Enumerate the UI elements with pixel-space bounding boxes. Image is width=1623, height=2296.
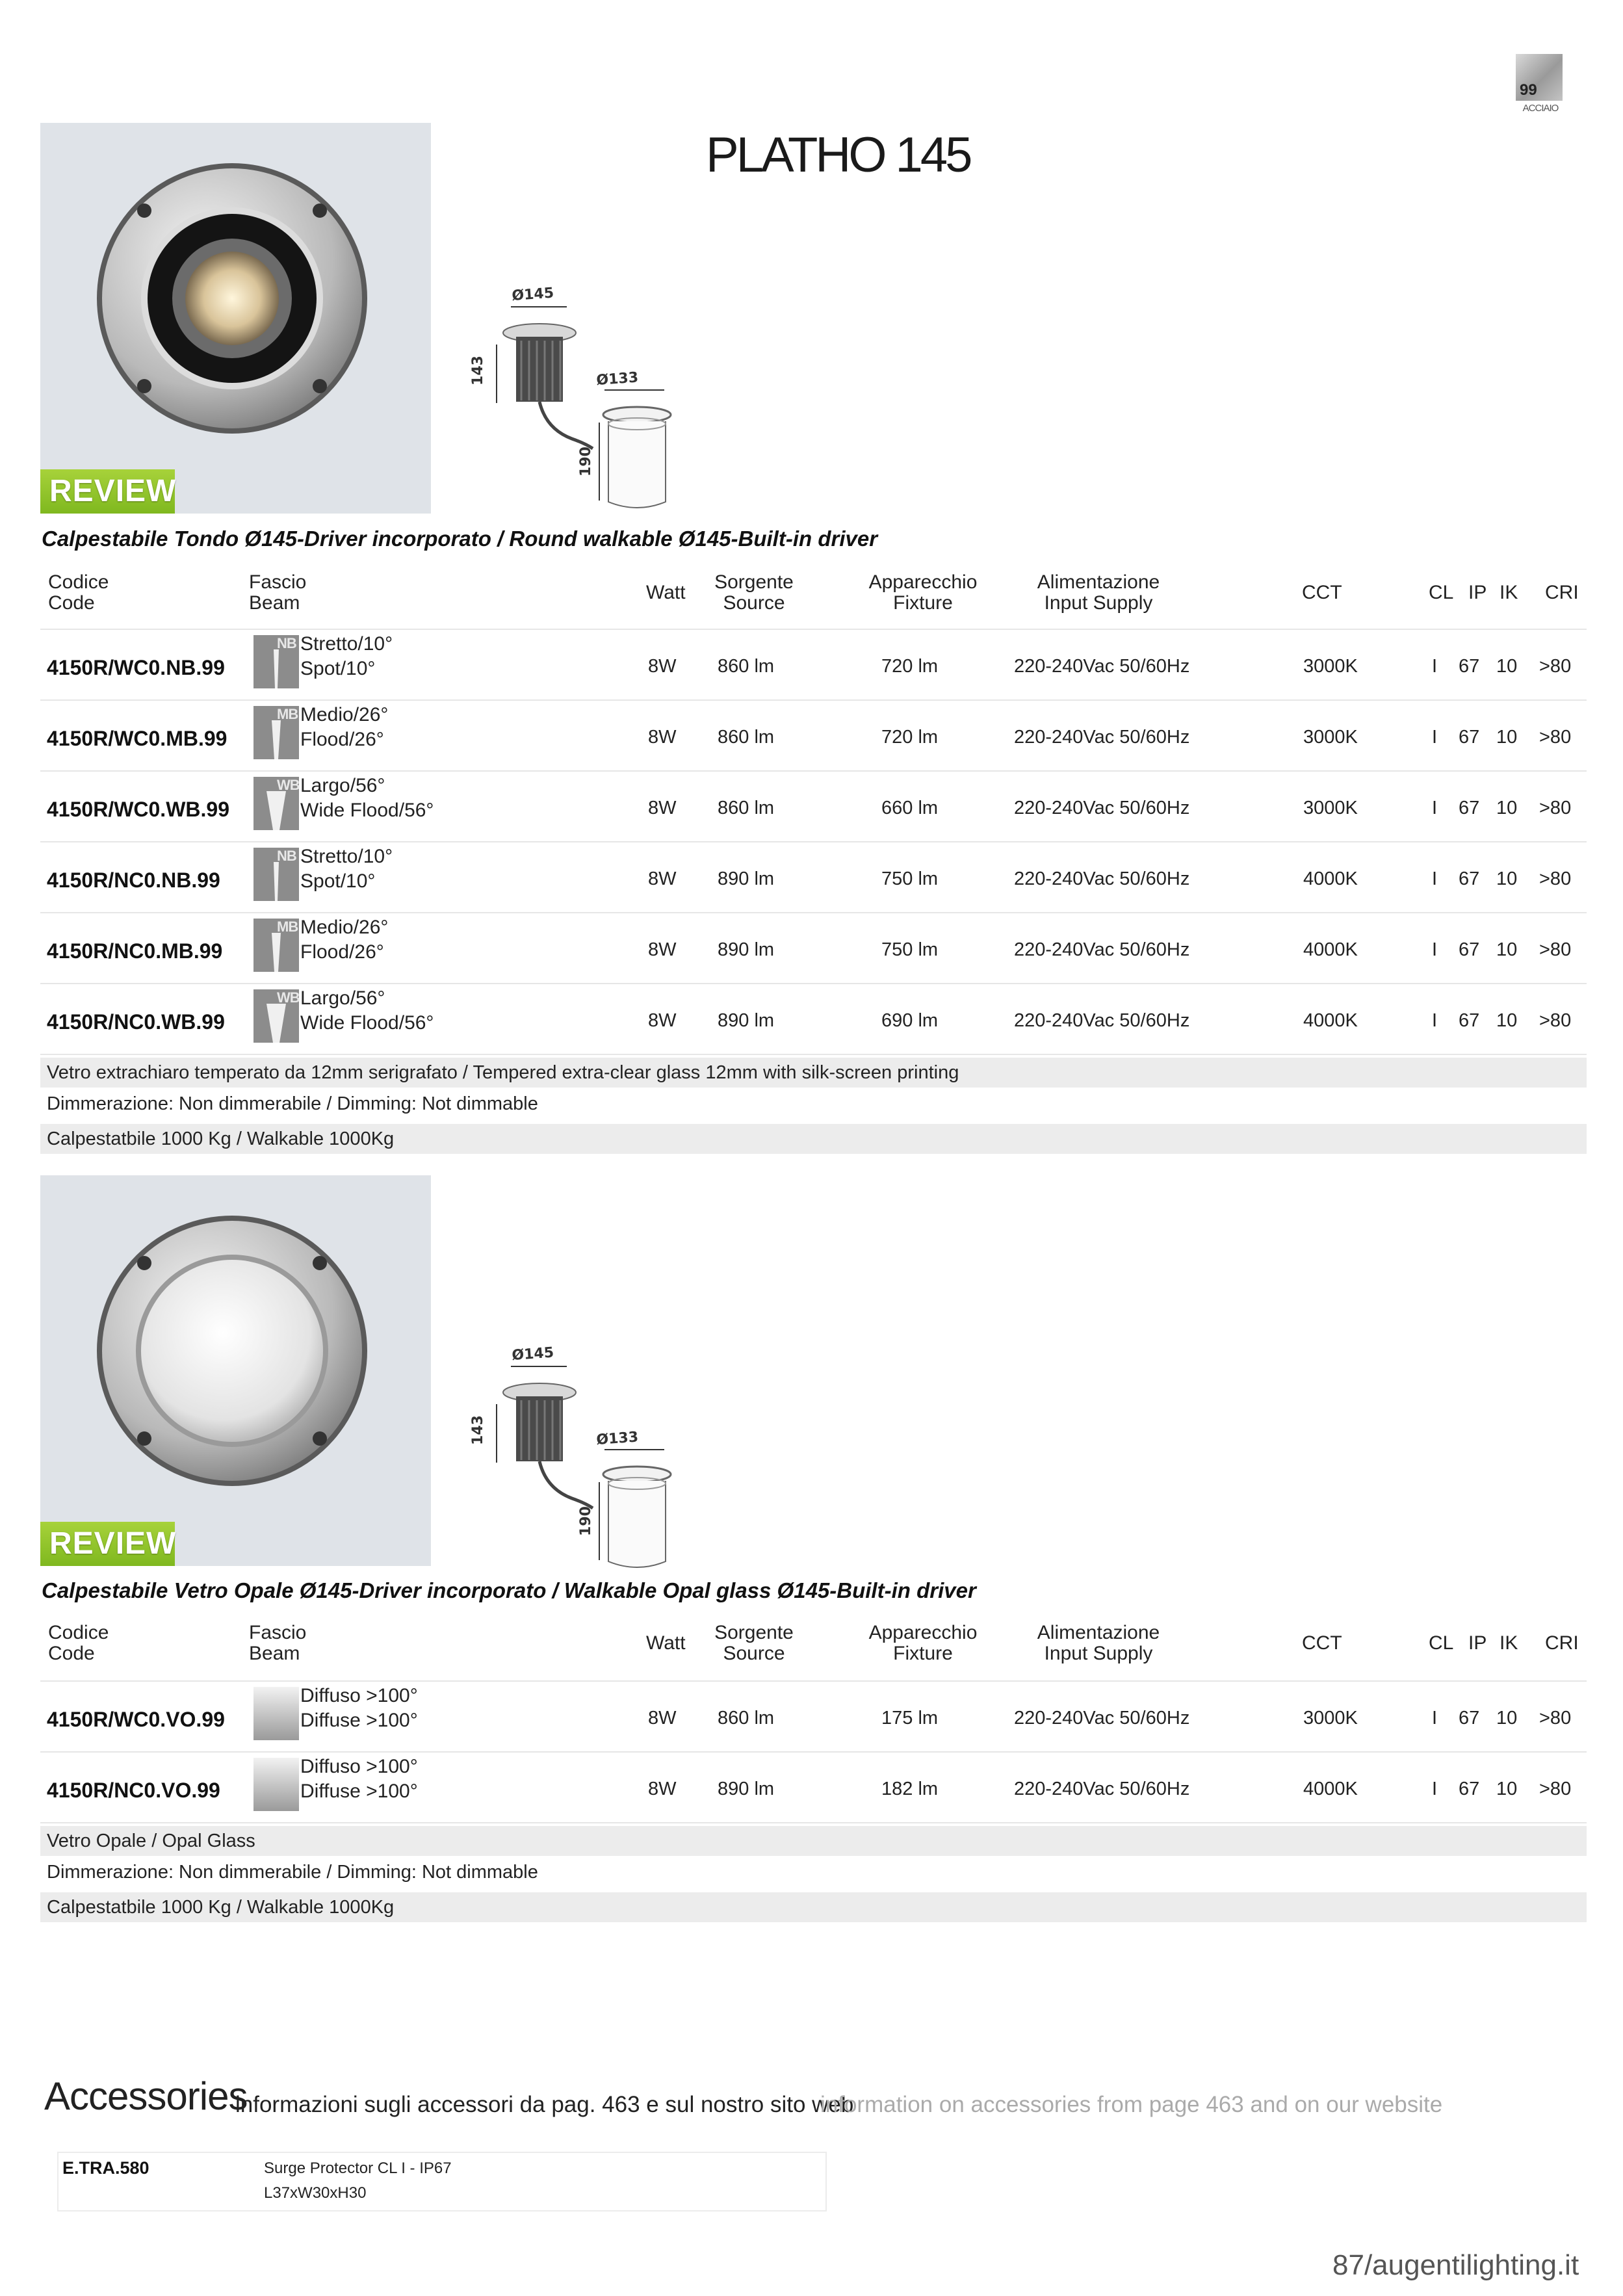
col-beam-header: Fascio Beam: [249, 1622, 307, 1664]
dim-head-diameter: Ø145: [511, 1344, 554, 1364]
col-cri-header: CRI: [1545, 1632, 1579, 1654]
col-ik-header: IK: [1500, 582, 1518, 603]
dim-box-height: 190: [578, 447, 594, 476]
input-value: 220-240Vac 50/60Hz: [1014, 727, 1190, 748]
narrow-beam-icon: NB: [253, 848, 299, 901]
accessories-info-it: informazioni sugli accessori da pag. 463 e sul nostro sito web: [235, 2092, 854, 2117]
input-value: 220-240Vac 50/60Hz: [1014, 656, 1190, 677]
cri-value: >80: [1539, 1708, 1572, 1729]
cri-value: >80: [1539, 656, 1572, 677]
diffuse-beam-icon: [253, 1758, 299, 1811]
cl-value: I: [1432, 798, 1438, 818]
beam-description: Medio/26° Flood/26°: [300, 917, 389, 963]
product-photo-opal: [40, 1175, 431, 1566]
cl-value: I: [1432, 1779, 1438, 1799]
input-value: 220-240Vac 50/60Hz: [1014, 939, 1190, 960]
product-code: 4150R/NC0.WB.99: [47, 1010, 225, 1034]
dim-box-diameter: Ø133: [595, 369, 639, 389]
cri-value: >80: [1539, 939, 1572, 960]
cct-value: 3000K: [1303, 656, 1358, 677]
finish-code: 99: [1520, 81, 1537, 99]
col-watt-header: Watt: [646, 1632, 686, 1654]
fixture-value: 175 lm: [881, 1708, 939, 1729]
spec-note: Vetro Opale / Opal Glass: [40, 1826, 1587, 1856]
table-row: [0, 629, 1623, 699]
watt-value: 8W: [648, 868, 677, 889]
accessories-info-en: information on accessories from page 463 and on our website: [820, 2092, 1443, 2117]
spec-note: Calpestatbile 1000 Kg / Walkable 1000Kg: [40, 1892, 1587, 1922]
accessory-code: E.TRA.580: [62, 2158, 149, 2178]
section-title: Calpestabile Vetro Opale Ø145-Driver incorporato / Walkable Opal glass Ø145-Built-in driver: [42, 1578, 976, 1602]
input-value: 220-240Vac 50/60Hz: [1014, 1779, 1190, 1799]
fixture-clear-illustration: [40, 123, 431, 514]
diffuse-beam-icon: [253, 1687, 299, 1740]
table-row: [0, 699, 1623, 770]
fixture-value: 182 lm: [881, 1779, 939, 1799]
source-value: 860 lm: [718, 727, 775, 748]
finish-label: ACCIAIO: [1522, 103, 1559, 114]
product-code: 4150R/WC0.WB.99: [47, 798, 229, 821]
source-value: 890 lm: [718, 939, 775, 960]
cct-value: 4000K: [1303, 1010, 1358, 1031]
col-code-header: Codice Code: [48, 1622, 109, 1664]
ip-value: 67: [1459, 798, 1480, 818]
ip-value: 67: [1459, 1010, 1480, 1031]
table-row: [0, 912, 1623, 983]
ip-value: 67: [1459, 1708, 1480, 1729]
fixture-value: 750 lm: [881, 939, 939, 960]
section-title: Calpestabile Tondo Ø145-Driver incorporato / Round walkable Ø145-Built-in driver: [42, 527, 878, 551]
wide-beam-icon: WB: [253, 989, 299, 1043]
row-divider: [40, 1822, 1587, 1823]
col-fixture-header: Apparecchio Fixture: [868, 571, 978, 614]
col-cri-header: CRI: [1545, 582, 1579, 603]
watt-value: 8W: [648, 798, 677, 818]
spec-note: Dimmerazione: Non dimmerabile / Dimming: Not dimmable: [47, 1862, 538, 1883]
cct-value: 3000K: [1303, 727, 1358, 748]
cl-value: I: [1432, 1708, 1438, 1729]
col-fixture-header: Apparecchio Fixture: [868, 1622, 978, 1664]
medium-beam-icon: MB: [253, 706, 299, 759]
table-row: [0, 841, 1623, 912]
dim-head-height: 143: [470, 356, 486, 385]
ik-value: 10: [1496, 1010, 1518, 1031]
beam-description: Largo/56° Wide Flood/56°: [300, 775, 434, 821]
product-code: 4150R/NC0.VO.99: [47, 1779, 220, 1802]
watt-value: 8W: [648, 1708, 677, 1729]
col-watt-header: Watt: [646, 582, 686, 603]
watt-value: 8W: [648, 727, 677, 748]
ik-value: 10: [1496, 939, 1518, 960]
cri-value: >80: [1539, 1779, 1572, 1799]
ik-value: 10: [1496, 656, 1518, 677]
fixture-value: 660 lm: [881, 798, 939, 818]
table-row: [0, 1751, 1623, 1822]
source-value: 890 lm: [718, 1010, 775, 1031]
col-source-header: Sorgente Source: [714, 1622, 794, 1664]
cct-value: 4000K: [1303, 868, 1358, 889]
ik-value: 10: [1496, 868, 1518, 889]
input-value: 220-240Vac 50/60Hz: [1014, 1708, 1190, 1729]
fixture-value: 720 lm: [881, 727, 939, 748]
fixture-value: 690 lm: [881, 1010, 939, 1031]
cri-value: >80: [1539, 868, 1572, 889]
review-badge: REVIEW: [40, 469, 175, 514]
accessories-title: Accessories: [44, 2074, 248, 2118]
ip-value: 67: [1459, 939, 1480, 960]
beam-description: Diffuso >100° Diffuse >100°: [300, 1756, 418, 1802]
spec-note: Dimmerazione: Non dimmerabile / Dimming: Not dimmable: [47, 1093, 538, 1114]
cl-value: I: [1432, 868, 1438, 889]
cl-value: I: [1432, 656, 1438, 677]
col-source-header: Sorgente Source: [714, 571, 794, 614]
dim-box-height: 190: [578, 1506, 594, 1536]
cct-value: 4000K: [1303, 939, 1358, 960]
ik-value: 10: [1496, 1708, 1518, 1729]
dim-head-diameter: Ø145: [511, 285, 554, 304]
cct-value: 4000K: [1303, 1779, 1358, 1799]
watt-value: 8W: [648, 1779, 677, 1799]
col-ip-header: IP: [1468, 582, 1487, 603]
source-value: 860 lm: [718, 656, 775, 677]
beam-description: Stretto/10° Spot/10°: [300, 846, 393, 892]
ip-value: 67: [1459, 868, 1480, 889]
ip-value: 67: [1459, 656, 1480, 677]
page-footer: 87/augentilighting.it: [1332, 2249, 1579, 2281]
spec-note: Calpestatbile 1000 Kg / Walkable 1000Kg: [40, 1124, 1587, 1154]
beam-description: Medio/26° Flood/26°: [300, 704, 389, 750]
product-photo-clear: [40, 123, 431, 514]
fixture-value: 720 lm: [881, 656, 939, 677]
fixture-value: 750 lm: [881, 868, 939, 889]
source-value: 890 lm: [718, 1779, 775, 1799]
col-cct-header: CCT: [1302, 1632, 1342, 1654]
cl-value: I: [1432, 939, 1438, 960]
cri-value: >80: [1539, 798, 1572, 818]
dim-box-diameter: Ø133: [595, 1429, 639, 1448]
cct-value: 3000K: [1303, 798, 1358, 818]
medium-beam-icon: MB: [253, 919, 299, 972]
table-row: [0, 983, 1623, 1054]
input-value: 220-240Vac 50/60Hz: [1014, 1010, 1190, 1031]
col-cct-header: CCT: [1302, 582, 1342, 603]
accessory-dimensions: L37xW30xH30: [264, 2184, 367, 2202]
row-divider: [40, 1054, 1587, 1055]
technical-drawing: [448, 273, 695, 533]
product-code: 4150R/WC0.VO.99: [47, 1708, 225, 1731]
dim-head-height: 143: [470, 1415, 486, 1445]
table-row: [0, 770, 1623, 841]
col-input-header: Alimentazione Input Supply: [1037, 571, 1160, 614]
ik-value: 10: [1496, 727, 1518, 748]
beam-description: Largo/56° Wide Flood/56°: [300, 987, 434, 1034]
col-ik-header: IK: [1500, 1632, 1518, 1654]
col-beam-header: Fascio Beam: [249, 571, 307, 614]
product-code: 4150R/WC0.MB.99: [47, 727, 227, 750]
cl-value: I: [1432, 727, 1438, 748]
technical-drawing: [448, 1333, 695, 1593]
product-code: 4150R/WC0.NB.99: [47, 656, 225, 679]
fixture-opal-illustration: [40, 1175, 431, 1566]
cl-value: I: [1432, 1010, 1438, 1031]
source-value: 890 lm: [718, 868, 775, 889]
col-input-header: Alimentazione Input Supply: [1037, 1622, 1160, 1664]
col-ip-header: IP: [1468, 1632, 1487, 1654]
ip-value: 67: [1459, 727, 1480, 748]
watt-value: 8W: [648, 1010, 677, 1031]
spec-note: Vetro extrachiaro temperato da 12mm serigrafato / Tempered extra-clear glass 12mm with silk-screen printing: [40, 1058, 1587, 1088]
review-badge: REVIEW: [40, 1522, 175, 1566]
col-cl-header: CL: [1429, 582, 1454, 603]
col-code-header: Codice Code: [48, 571, 109, 614]
source-value: 860 lm: [718, 1708, 775, 1729]
col-cl-header: CL: [1429, 1632, 1454, 1654]
finish-swatch: [1516, 54, 1563, 101]
beam-description: Stretto/10° Spot/10°: [300, 633, 393, 679]
narrow-beam-icon: NB: [253, 635, 299, 688]
beam-description: Diffuso >100° Diffuse >100°: [300, 1685, 418, 1731]
product-code: 4150R/NC0.MB.99: [47, 939, 223, 963]
watt-value: 8W: [648, 939, 677, 960]
ip-value: 67: [1459, 1779, 1480, 1799]
ik-value: 10: [1496, 1779, 1518, 1799]
cri-value: >80: [1539, 1010, 1572, 1031]
cri-value: >80: [1539, 727, 1572, 748]
cct-value: 3000K: [1303, 1708, 1358, 1729]
ik-value: 10: [1496, 798, 1518, 818]
accessory-description: Surge Protector CL I - IP67: [264, 2159, 452, 2177]
product-code: 4150R/NC0.NB.99: [47, 868, 220, 892]
watt-value: 8W: [648, 656, 677, 677]
input-value: 220-240Vac 50/60Hz: [1014, 868, 1190, 889]
source-value: 860 lm: [718, 798, 775, 818]
page-title: PLATHO 145: [706, 127, 970, 183]
table-row: [0, 1680, 1623, 1751]
wide-beam-icon: WB: [253, 777, 299, 830]
input-value: 220-240Vac 50/60Hz: [1014, 798, 1190, 818]
